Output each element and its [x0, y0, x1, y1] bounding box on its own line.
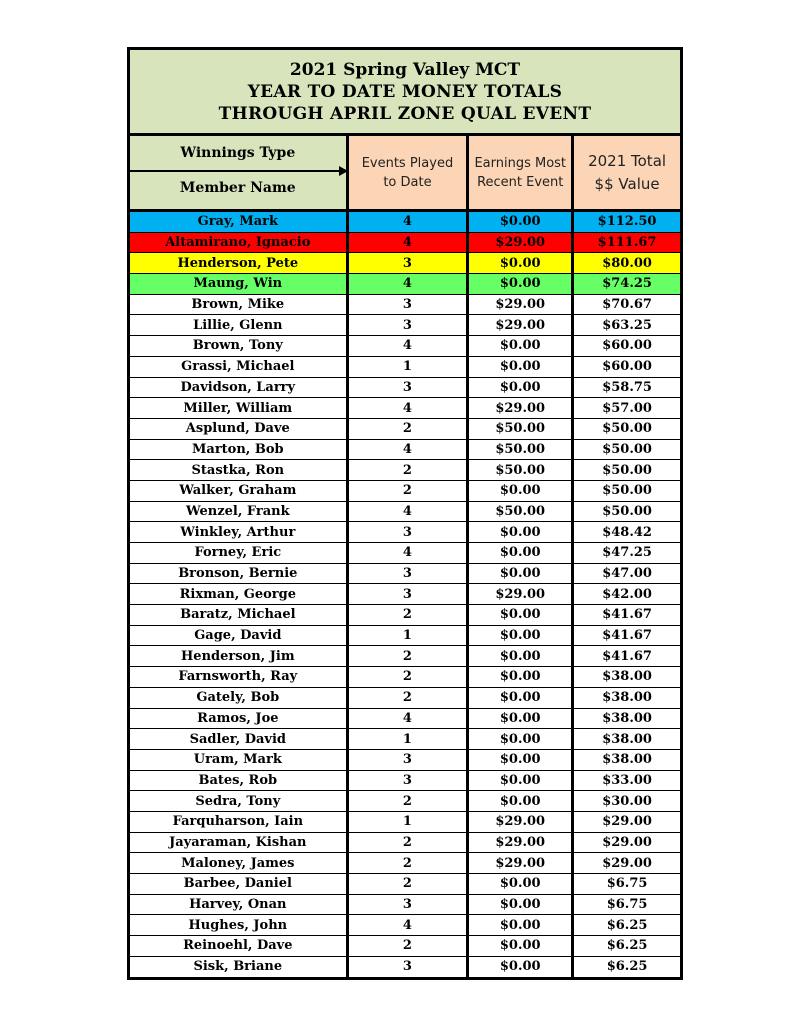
- earnings-recent-cell: $0.00: [469, 936, 574, 956]
- events-played-cell: 3: [349, 522, 470, 542]
- member-name-cell: Jayaraman, Kishan: [130, 833, 349, 853]
- earnings-recent-cell: $0.00: [469, 750, 574, 770]
- earnings-recent-cell: $0.00: [469, 709, 574, 729]
- earnings-recent-cell: $0.00: [469, 212, 574, 232]
- earnings-recent-cell: $0.00: [469, 895, 574, 915]
- member-name-cell: Ramos, Joe: [130, 709, 349, 729]
- table-row: [130, 605, 680, 626]
- table-row: [130, 771, 680, 792]
- total-value-cell: $74.25: [574, 274, 680, 294]
- table-row: [130, 502, 680, 523]
- header-total-value-label: 2021 Total $$ Value: [588, 151, 667, 193]
- table-row: [130, 895, 680, 916]
- earnings-recent-cell: $0.00: [469, 357, 574, 377]
- events-played-cell: 4: [349, 440, 470, 460]
- member-name-cell: Grassi, Michael: [130, 357, 349, 377]
- table-row: [130, 460, 680, 481]
- member-name-cell: Gray, Mark: [130, 212, 349, 232]
- events-played-cell: 4: [349, 336, 470, 356]
- total-value-cell: $29.00: [602, 834, 652, 850]
- table-row: [130, 729, 680, 750]
- events-played-cell: 3: [349, 584, 470, 604]
- table-row: [130, 936, 680, 957]
- events-played-cell: 4: [349, 233, 470, 253]
- total-value-cell: $6.25: [606, 917, 648, 933]
- total-value-cell: $38.00: [602, 710, 652, 726]
- member-name-cell: Walker, Graham: [130, 481, 349, 501]
- table-row: [130, 915, 680, 936]
- events-played-cell: 2: [349, 874, 470, 894]
- member-name-cell: Lillie, Glenn: [130, 315, 349, 335]
- events-played-cell: 4: [349, 543, 470, 563]
- total-value-cell: $50.00: [602, 441, 652, 457]
- member-name-cell: Altamirano, Ignacio: [130, 233, 349, 253]
- total-value-cell: $80.00: [574, 253, 680, 273]
- total-value-cell: $50.00: [602, 421, 652, 437]
- earnings-recent-cell: $0.00: [469, 874, 574, 894]
- table-row: [130, 481, 680, 502]
- events-played-cell: 3: [349, 564, 470, 584]
- earnings-recent-cell: $0.00: [469, 626, 574, 646]
- total-value-cell: $60.00: [602, 338, 652, 354]
- member-name-cell: Baratz, Michael: [130, 605, 349, 625]
- earnings-recent-cell: $0.00: [469, 481, 574, 501]
- total-value-cell: $33.00: [602, 772, 652, 788]
- earnings-recent-cell: $0.00: [469, 274, 574, 294]
- table-row: [130, 584, 680, 605]
- events-played-cell: 1: [349, 729, 470, 749]
- member-name-cell: Gately, Bob: [130, 688, 349, 708]
- earnings-recent-cell: $29.00: [469, 833, 574, 853]
- total-value-cell: $41.67: [602, 648, 652, 664]
- member-name-cell: Farquharson, Iain: [130, 812, 349, 832]
- earnings-recent-cell: $0.00: [469, 522, 574, 542]
- events-played-cell: 2: [349, 646, 470, 666]
- header-name-column: [130, 136, 349, 209]
- earnings-recent-cell: $0.00: [469, 605, 574, 625]
- table-row: [130, 419, 680, 440]
- member-name-cell: Harvey, Onan: [130, 895, 349, 915]
- earnings-recent-cell: $50.00: [469, 460, 574, 480]
- title-line-2: YEAR TO DATE MONEY TOTALS: [247, 81, 563, 102]
- member-name-cell: Henderson, Jim: [130, 646, 349, 666]
- table-row: [130, 378, 680, 399]
- total-value-cell: $47.25: [602, 545, 652, 561]
- title-line-1: 2021 Spring Valley MCT: [289, 59, 521, 80]
- column-header-row: [130, 136, 680, 212]
- total-value-cell: $6.75: [606, 897, 648, 913]
- table-row: [130, 750, 680, 771]
- table-row: [130, 833, 680, 854]
- member-name-cell: Bates, Rob: [130, 771, 349, 791]
- table-row: [130, 812, 680, 833]
- events-played-cell: 4: [349, 398, 470, 418]
- events-played-cell: 2: [349, 605, 470, 625]
- total-value-cell: $6.75: [606, 876, 648, 892]
- total-value-cell: $111.67: [574, 233, 680, 253]
- arrow-line: [130, 170, 340, 172]
- events-played-cell: 3: [349, 771, 470, 791]
- member-name-cell: Rixman, George: [130, 584, 349, 604]
- total-value-cell: $112.50: [574, 212, 680, 232]
- table-body: [130, 212, 680, 977]
- total-value-cell: $50.00: [602, 462, 652, 478]
- arrow-right-icon: [339, 166, 348, 176]
- title-block: [130, 50, 680, 136]
- member-name-cell: Brown, Mike: [130, 295, 349, 315]
- table-row: [130, 336, 680, 357]
- header-total-value: [574, 136, 680, 209]
- total-value-cell: $58.75: [602, 379, 652, 395]
- events-played-cell: 2: [349, 791, 470, 811]
- member-name-cell: Wenzel, Frank: [130, 502, 349, 522]
- total-value-cell: $60.00: [602, 359, 652, 375]
- total-value-cell: $47.00: [602, 566, 652, 582]
- events-played-cell: 3: [349, 895, 470, 915]
- earnings-recent-cell: $0.00: [469, 543, 574, 563]
- total-value-cell: $30.00: [602, 793, 652, 809]
- total-value-cell: $41.67: [602, 628, 652, 644]
- events-played-cell: 2: [349, 419, 470, 439]
- earnings-recent-cell: $29.00: [469, 812, 574, 832]
- earnings-recent-cell: $0.00: [469, 771, 574, 791]
- member-name-cell: Sisk, Briane: [130, 957, 349, 977]
- earnings-recent-cell: $29.00: [469, 584, 574, 604]
- table-row: [130, 543, 680, 564]
- events-played-cell: 2: [349, 667, 470, 687]
- events-played-cell: 3: [349, 315, 470, 335]
- table-row: [130, 791, 680, 812]
- earnings-recent-cell: $0.00: [469, 253, 574, 273]
- member-name-cell: Marton, Bob: [130, 440, 349, 460]
- total-value-cell: $29.00: [602, 814, 652, 830]
- earnings-recent-cell: $50.00: [469, 419, 574, 439]
- events-played-cell: 2: [349, 460, 470, 480]
- earnings-recent-cell: $29.00: [469, 233, 574, 253]
- member-name-cell: Forney, Eric: [130, 543, 349, 563]
- total-value-cell: $6.25: [606, 938, 648, 954]
- events-played-cell: 2: [349, 936, 470, 956]
- table-row: [130, 667, 680, 688]
- header-member-name: Member Name: [179, 180, 296, 196]
- earnings-recent-cell: $0.00: [469, 688, 574, 708]
- earnings-recent-cell: $0.00: [469, 336, 574, 356]
- earnings-recent-cell: $0.00: [469, 564, 574, 584]
- table-row: [130, 440, 680, 461]
- table-row: [130, 253, 680, 274]
- header-winnings-type: Winnings Type: [180, 145, 296, 161]
- earnings-recent-cell: $0.00: [469, 646, 574, 666]
- member-name-cell: Asplund, Dave: [130, 419, 349, 439]
- table-row: [130, 957, 680, 977]
- table-row: [130, 398, 680, 419]
- earnings-recent-cell: $0.00: [469, 957, 574, 977]
- member-name-cell: Reinoehl, Dave: [130, 936, 349, 956]
- table-row: [130, 295, 680, 316]
- events-played-cell: 2: [349, 481, 470, 501]
- earnings-recent-cell: $0.00: [469, 729, 574, 749]
- member-name-cell: Bronson, Bernie: [130, 564, 349, 584]
- header-earnings-recent: [469, 136, 574, 209]
- earnings-recent-cell: $0.00: [469, 667, 574, 687]
- total-value-cell: $48.42: [602, 524, 652, 540]
- events-played-cell: 3: [349, 253, 470, 273]
- earnings-recent-cell: $50.00: [469, 502, 574, 522]
- member-name-cell: Miller, William: [130, 398, 349, 418]
- events-played-cell: 3: [349, 750, 470, 770]
- member-name-cell: Winkley, Arthur: [130, 522, 349, 542]
- total-value-cell: $38.00: [602, 669, 652, 685]
- table-row: [130, 212, 680, 233]
- table-row: [130, 357, 680, 378]
- events-played-cell: 3: [349, 957, 470, 977]
- events-played-cell: 4: [349, 709, 470, 729]
- total-value-cell: $42.00: [602, 586, 652, 602]
- total-value-cell: $38.00: [602, 690, 652, 706]
- table-row: [130, 564, 680, 585]
- total-value-cell: $63.25: [602, 317, 652, 333]
- earnings-recent-cell: $29.00: [469, 398, 574, 418]
- earnings-recent-cell: $29.00: [469, 295, 574, 315]
- events-played-cell: 1: [349, 812, 470, 832]
- table-row: [130, 646, 680, 667]
- table-row: [130, 874, 680, 895]
- events-played-cell: 4: [349, 212, 470, 232]
- events-played-cell: 4: [349, 915, 470, 935]
- member-name-cell: Sedra, Tony: [130, 791, 349, 811]
- earnings-recent-cell: $0.00: [469, 378, 574, 398]
- title-line-3: THROUGH APRIL ZONE QUAL EVENT: [218, 103, 592, 124]
- member-name-cell: Henderson, Pete: [130, 253, 349, 273]
- total-value-cell: $50.00: [602, 483, 652, 499]
- header-events-played: [349, 136, 470, 209]
- table-row: [130, 853, 680, 874]
- table-row: [130, 315, 680, 336]
- table-row: [130, 233, 680, 254]
- events-played-cell: 3: [349, 295, 470, 315]
- header-earnings-recent-label: Earnings Most Recent Event: [474, 155, 567, 190]
- total-value-cell: $38.00: [602, 731, 652, 747]
- total-value-cell: $6.25: [606, 959, 648, 975]
- total-value-cell: $50.00: [602, 503, 652, 519]
- money-totals-table: [127, 47, 683, 980]
- member-name-cell: Maung, Win: [130, 274, 349, 294]
- earnings-recent-cell: $29.00: [469, 853, 574, 873]
- events-played-cell: 1: [349, 357, 470, 377]
- member-name-cell: Barbee, Daniel: [130, 874, 349, 894]
- member-name-cell: Maloney, James: [130, 853, 349, 873]
- table-row: [130, 709, 680, 730]
- total-value-cell: $41.67: [602, 607, 652, 623]
- total-value-cell: $57.00: [602, 400, 652, 416]
- total-value-cell: $29.00: [602, 855, 652, 871]
- member-name-cell: Uram, Mark: [130, 750, 349, 770]
- events-played-cell: 3: [349, 378, 470, 398]
- table-row: [130, 626, 680, 647]
- earnings-recent-cell: $29.00: [469, 315, 574, 335]
- earnings-recent-cell: $50.00: [469, 440, 574, 460]
- member-name-cell: Hughes, John: [130, 915, 349, 935]
- table-row: [130, 522, 680, 543]
- header-events-played-label: Events Played to Date: [361, 155, 454, 190]
- table-row: [130, 688, 680, 709]
- member-name-cell: Stastka, Ron: [130, 460, 349, 480]
- table-row: [130, 274, 680, 295]
- member-name-cell: Brown, Tony: [130, 336, 349, 356]
- events-played-cell: 2: [349, 833, 470, 853]
- events-played-cell: 1: [349, 626, 470, 646]
- earnings-recent-cell: $0.00: [469, 791, 574, 811]
- events-played-cell: 2: [349, 853, 470, 873]
- total-value-cell: $70.67: [602, 297, 652, 313]
- member-name-cell: Gage, David: [130, 626, 349, 646]
- earnings-recent-cell: $0.00: [469, 915, 574, 935]
- events-played-cell: 4: [349, 502, 470, 522]
- events-played-cell: 4: [349, 274, 470, 294]
- member-name-cell: Farnsworth, Ray: [130, 667, 349, 687]
- member-name-cell: Davidson, Larry: [130, 378, 349, 398]
- total-value-cell: $38.00: [602, 752, 652, 768]
- events-played-cell: 2: [349, 688, 470, 708]
- member-name-cell: Sadler, David: [130, 729, 349, 749]
